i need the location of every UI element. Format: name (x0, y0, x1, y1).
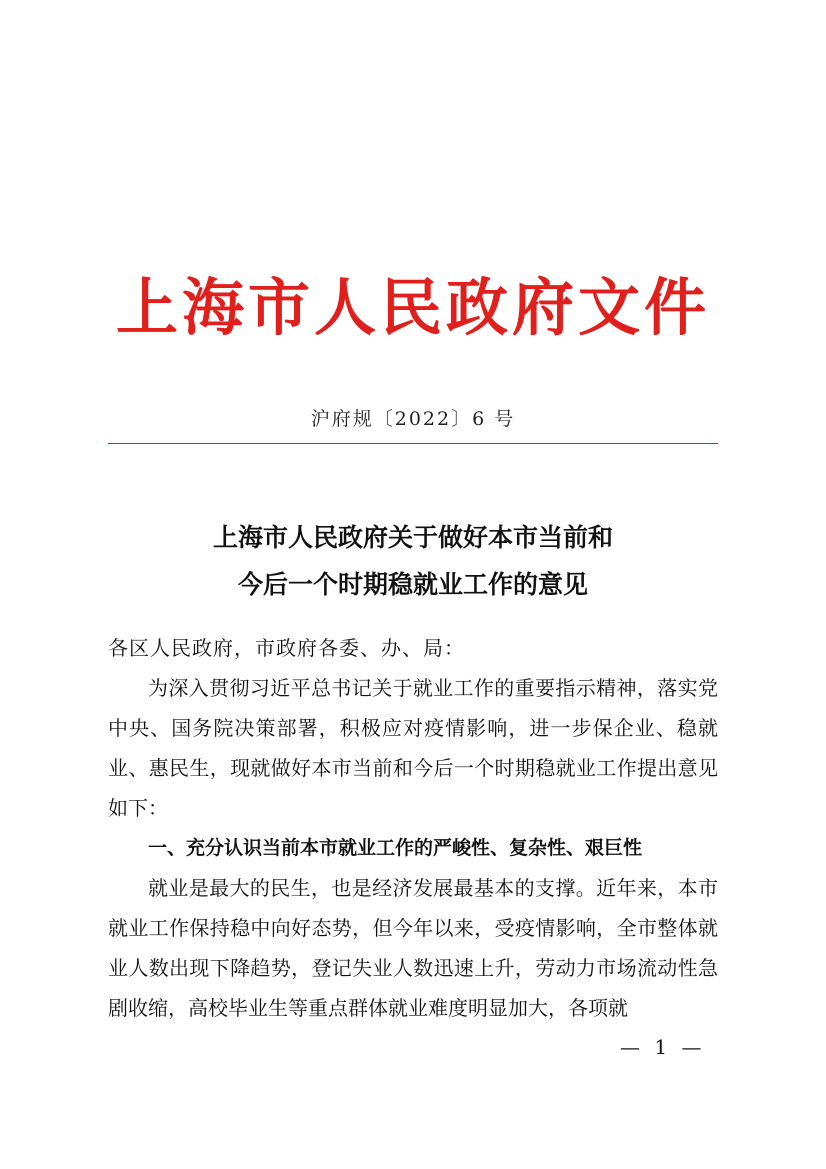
document-title-line-2: 今后一个时期稳就业工作的意见 (237, 570, 588, 599)
page-number: — 1 — (620, 1035, 706, 1059)
document-title-line-1: 上海市人民政府关于做好本市当前和 (212, 523, 613, 552)
section-1-heading: 一、充分认识当前本市就业工作的严峻性、复杂性、艰巨性 (148, 837, 643, 859)
intro-paragraph: 为深入贯彻习近平总书记关于就业工作的重要指示精神，落实党中央、国务院决策部署，积极应对疫情影响，进一步保企业、稳就业、惠民生，现就做好本市当前和今后一个时期稳就业工作提出意见如下： (108, 676, 718, 820)
document-number: 沪府规〔2022〕6 号 (310, 408, 516, 430)
salutation: 各区人民政府，市政府各委、办、局： (108, 636, 465, 660)
red-divider (108, 443, 718, 444)
document-masthead: 上海市人民政府文件 (115, 271, 710, 344)
section-1-paragraph: 就业是最大的民生，也是经济发展最基本的支撑。近年来，本市就业工作保持稳中向好态势，但今年以来，受疫情影响，全市整体就业人数出现下降趋势，登记失业人数迅速上升，劳动力市场流动性急剧收缩，高校毕业生等重点群体就业难度明显加大，各项就 (108, 876, 718, 1020)
document-body (108, 628, 718, 1028)
